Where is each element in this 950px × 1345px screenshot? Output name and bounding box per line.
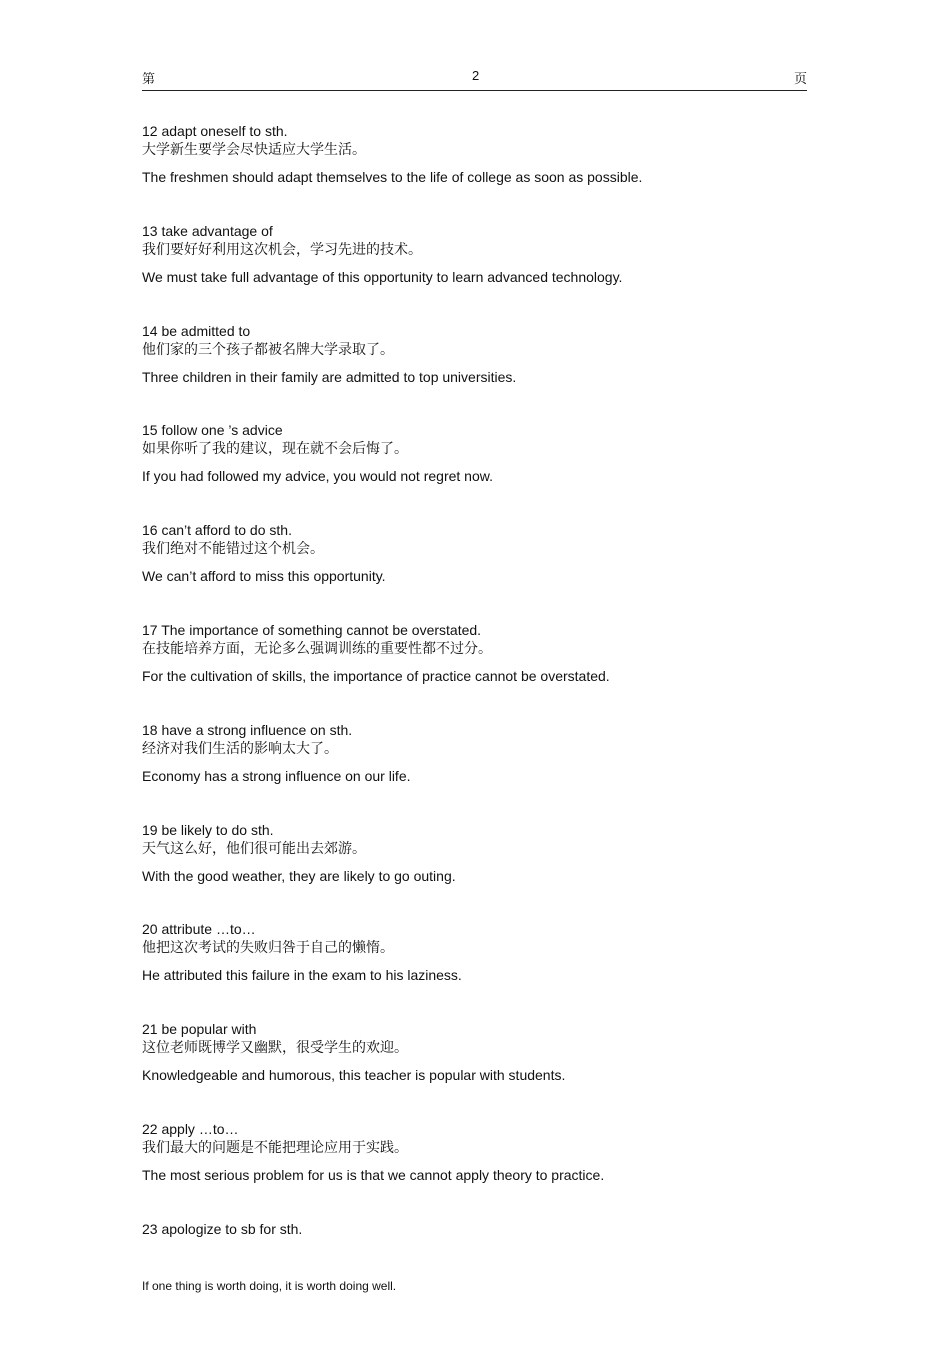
phrase-title: 15 follow one ’s advice [142, 422, 283, 439]
phrase-title: 12 adapt oneself to sth. [142, 123, 288, 139]
chinese-sentence: 这位老师既博学又幽默，很受学生的欢迎。 [142, 1040, 408, 1057]
english-sentence: He attributed this failure in the exam to his laziness. [142, 967, 462, 984]
page-footer: If one thing is worth doing, it is worth doing well. [142, 1279, 397, 1293]
phrase-title: 23 apologize to sb for sth. [142, 1220, 303, 1237]
phrase-title: 13 take advantage of [142, 222, 273, 239]
phrase-entry [142, 1220, 822, 1320]
chinese-sentence: 我们绝对不能错过这个机会。 [142, 541, 324, 558]
phrase-entry [142, 122, 822, 222]
page-number: 2 [472, 68, 480, 83]
phrase-entry [142, 322, 822, 422]
chinese-sentence: 天气这么好，他们很可能出去郊游。 [142, 840, 366, 857]
phrase-entry [142, 1020, 822, 1120]
chinese-sentence: 如果你听了我的建议，现在就不会后悔了。 [142, 441, 408, 458]
english-sentence: The freshmen should adapt themselves to the life of college as soon as possible. [142, 169, 643, 185]
phrase-title: 20 attribute …to… [142, 921, 256, 938]
english-sentence: We can’t afford to miss this opportunity. [142, 568, 386, 585]
chinese-sentence: 经济对我们生活的影响太大了。 [142, 740, 338, 757]
english-sentence: We must take full advantage of this opportunity to learn advanced technology. [142, 268, 623, 285]
phrase-entry [142, 621, 822, 721]
chinese-sentence: 大学新生要学会尽快适应大学生活。 [142, 142, 366, 158]
english-sentence: Economy has a strong influence on our life. [142, 767, 411, 784]
chinese-sentence: 在技能培养方面，无论多么强调训练的重要性都不过分。 [142, 640, 492, 657]
phrase-entry [142, 1120, 822, 1220]
phrase-entry [142, 222, 822, 322]
phrase-title: 18 have a strong influence on sth. [142, 721, 353, 738]
english-sentence: The most serious problem for us is that we cannot apply theory to practice. [142, 1166, 605, 1183]
phrase-title: 14 be admitted to [142, 322, 251, 339]
phrase-list [142, 122, 822, 1320]
phrase-entry [142, 920, 822, 1020]
english-sentence: With the good weather, they are likely to go outing. [142, 867, 456, 884]
phrase-entry [142, 821, 822, 921]
phrase-title: 19 be likely to do sth. [142, 821, 274, 838]
english-sentence: For the cultivation of skills, the importance of practice cannot be overstated. [142, 667, 610, 684]
english-sentence: If you had followed my advice, you would not regret now. [142, 468, 493, 485]
english-sentence: Knowledgeable and humorous, this teacher is popular with students. [142, 1067, 566, 1084]
header-right-text: 页 [793, 71, 807, 86]
phrase-title: 16 can’t afford to do sth. [142, 522, 292, 539]
header-left-text: 第 [142, 71, 156, 86]
english-sentence: Three children in their family are admitted to top universities. [142, 368, 517, 385]
phrase-title: 22 apply …to… [142, 1120, 239, 1137]
chinese-sentence: 我们要好好利用这次机会，学习先进的技术。 [142, 241, 422, 258]
phrase-entry [142, 721, 822, 821]
phrase-entry [142, 421, 822, 521]
phrase-entry [142, 521, 822, 621]
chinese-sentence: 他把这次考试的失败归咎于自己的懒惰。 [142, 940, 394, 957]
chinese-sentence: 他们家的三个孩子都被名牌大学录取了。 [142, 341, 394, 358]
phrase-title: 21 be popular with [142, 1021, 257, 1038]
page-header [142, 68, 807, 91]
phrase-title: 17 The importance of something cannot be overstated. [142, 621, 482, 638]
chinese-sentence: 我们最大的问题是不能把理论应用于实践。 [142, 1139, 408, 1156]
